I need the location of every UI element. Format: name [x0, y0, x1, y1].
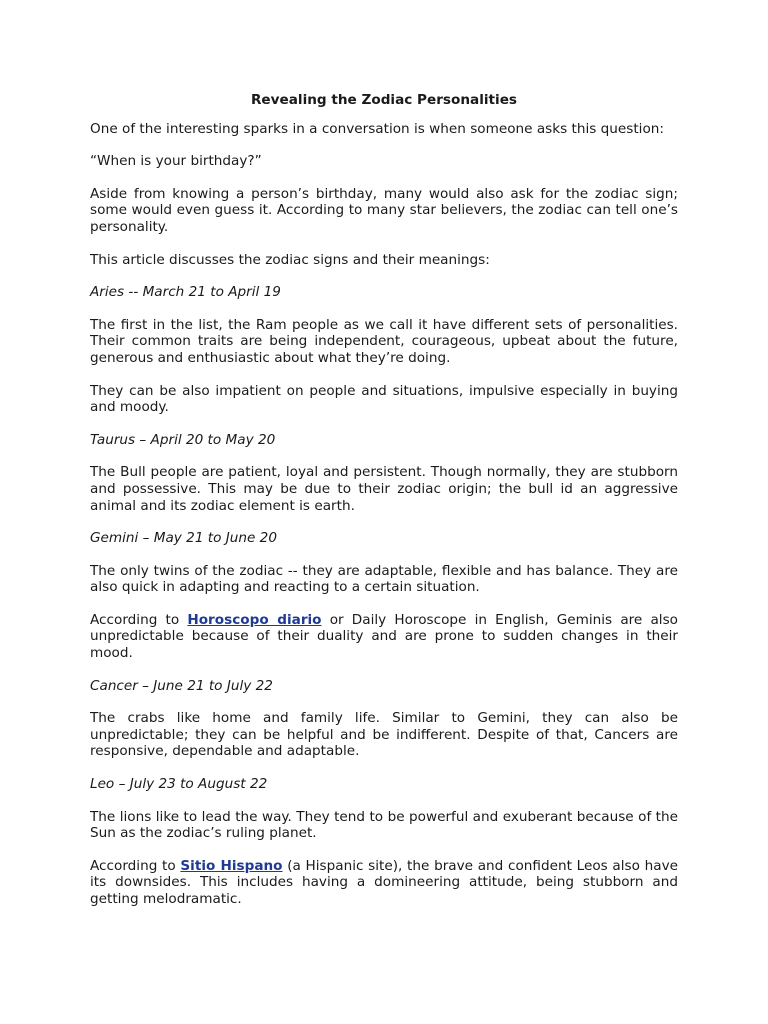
leo-p2-pre: According to [90, 857, 181, 874]
sitio-hispano-link[interactable]: Sitio Hispano [180, 857, 283, 874]
leo-paragraph-1: The lions like to lead the way. They tend to be powerful and exuberant because of the Sun as the zodiac’s ruling planet. [90, 808, 678, 842]
aries-heading: Aries -- March 21 to April 19 [90, 284, 281, 301]
gemini-heading: Gemini – May 21 to June 20 [90, 530, 277, 547]
aries-paragraph-2: They can be also impatient on people and situations, impulsive especially in buying and moody. [90, 382, 678, 416]
aside-paragraph: Aside from knowing a person’s birthday, many would also ask for the zodiac sign; some would even guess it. According to many star believers, the zodiac can tell one’s personality. [90, 185, 678, 235]
article-intro-paragraph: This article discusses the zodiac signs and their meanings: [90, 251, 490, 268]
intro-paragraph: One of the interesting sparks in a conversation is when someone asks this question: [90, 120, 664, 137]
gemini-paragraph-1: The only twins of the zodiac -- they are adaptable, flexible and has balance. They are also quick in adapting and reacting to a certain situation. [90, 562, 678, 596]
document-page [90, 92, 678, 924]
question-paragraph: “When is your birthday?” [90, 153, 262, 170]
leo-paragraph-2 [90, 858, 678, 908]
gemini-p2-pre: According to [90, 611, 188, 628]
document-title: Revealing the Zodiac Personalities [250, 92, 518, 108]
taurus-heading: Taurus – April 20 to May 20 [90, 431, 276, 448]
cancer-heading: Cancer – June 21 to July 22 [90, 677, 273, 694]
gemini-p2-post: or Daily Horoscope in English, Geminis are also unpredictable because of their duality and are prone to sudden changes in their mood. [90, 611, 678, 662]
leo-heading: Leo – July 23 to August 22 [90, 776, 268, 793]
aries-paragraph-1: The first in the list, the Ram people as we call it have different sets of personalities. Their common traits are being independent, courageous, upbeat about the future, generous and enthusiastic about what they’re doing. [90, 316, 678, 366]
taurus-paragraph-1: The Bull people are patient, loyal and persistent. Though normally, they are stubborn and possessive. This may be due to their zodiac origin; the bull id an aggressive animal and its zodiac element is earth. [90, 464, 678, 514]
cancer-paragraph-1: The crabs like home and family life. Similar to Gemini, they can also be unpredictable; they can be helpful and be indifferent. Despite of that, Cancers are responsive, dependable and adaptable. [90, 710, 678, 760]
gemini-paragraph-2 [90, 612, 678, 662]
leo-p2-post: (a Hispanic site), the brave and confident Leos also have its downsides. This includes having a domineering attitude, being stubborn and getting melodramatic. [90, 857, 678, 907]
horoscopo-diario-link[interactable]: Horoscopo diario [187, 611, 322, 628]
